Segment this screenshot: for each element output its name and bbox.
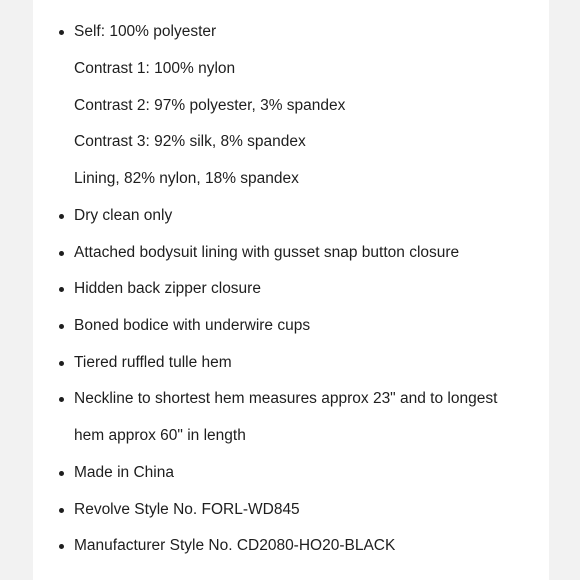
- detail-line: Dry clean only: [74, 207, 173, 224]
- detail-line: Lining, 82% nylon, 18% spandex: [74, 170, 299, 187]
- detail-line: Manufacturer Style No. CD2080-HO20-BLACK: [74, 537, 396, 554]
- detail-line: Contrast 3: 92% silk, 8% spandex: [74, 133, 306, 150]
- detail-line: Boned bodice with underwire cups: [74, 317, 311, 334]
- detail-line: Contrast 2: 97% polyester, 3% spandex: [74, 97, 346, 114]
- detail-line: Tiered ruffled tulle hem: [74, 354, 232, 371]
- bullet-icon: [59, 397, 64, 402]
- detail-line: Contrast 1: 100% nylon: [74, 60, 236, 77]
- detail-line: hem approx 60" in length: [74, 427, 246, 444]
- bullet-icon: [59, 361, 64, 366]
- detail-line: Hidden back zipper closure: [74, 280, 261, 297]
- detail-line: Self: 100% polyester: [74, 23, 217, 40]
- bullet-icon: [59, 471, 64, 476]
- bullet-icon: [59, 544, 64, 549]
- product-details-card: [33, 0, 549, 580]
- detail-line: Made in China: [74, 464, 174, 481]
- detail-line: Attached bodysuit lining with gusset snap button closure: [74, 244, 460, 261]
- bullet-icon: [59, 30, 64, 35]
- bullet-icon: [59, 324, 64, 329]
- bullet-icon: [59, 251, 64, 256]
- detail-line: Neckline to shortest hem measures approx 23" and to longest: [74, 390, 498, 407]
- bullet-icon: [59, 287, 64, 292]
- detail-line: Revolve Style No. FORL-WD845: [74, 501, 300, 518]
- bullet-icon: [59, 508, 64, 513]
- bullet-icon: [59, 214, 64, 219]
